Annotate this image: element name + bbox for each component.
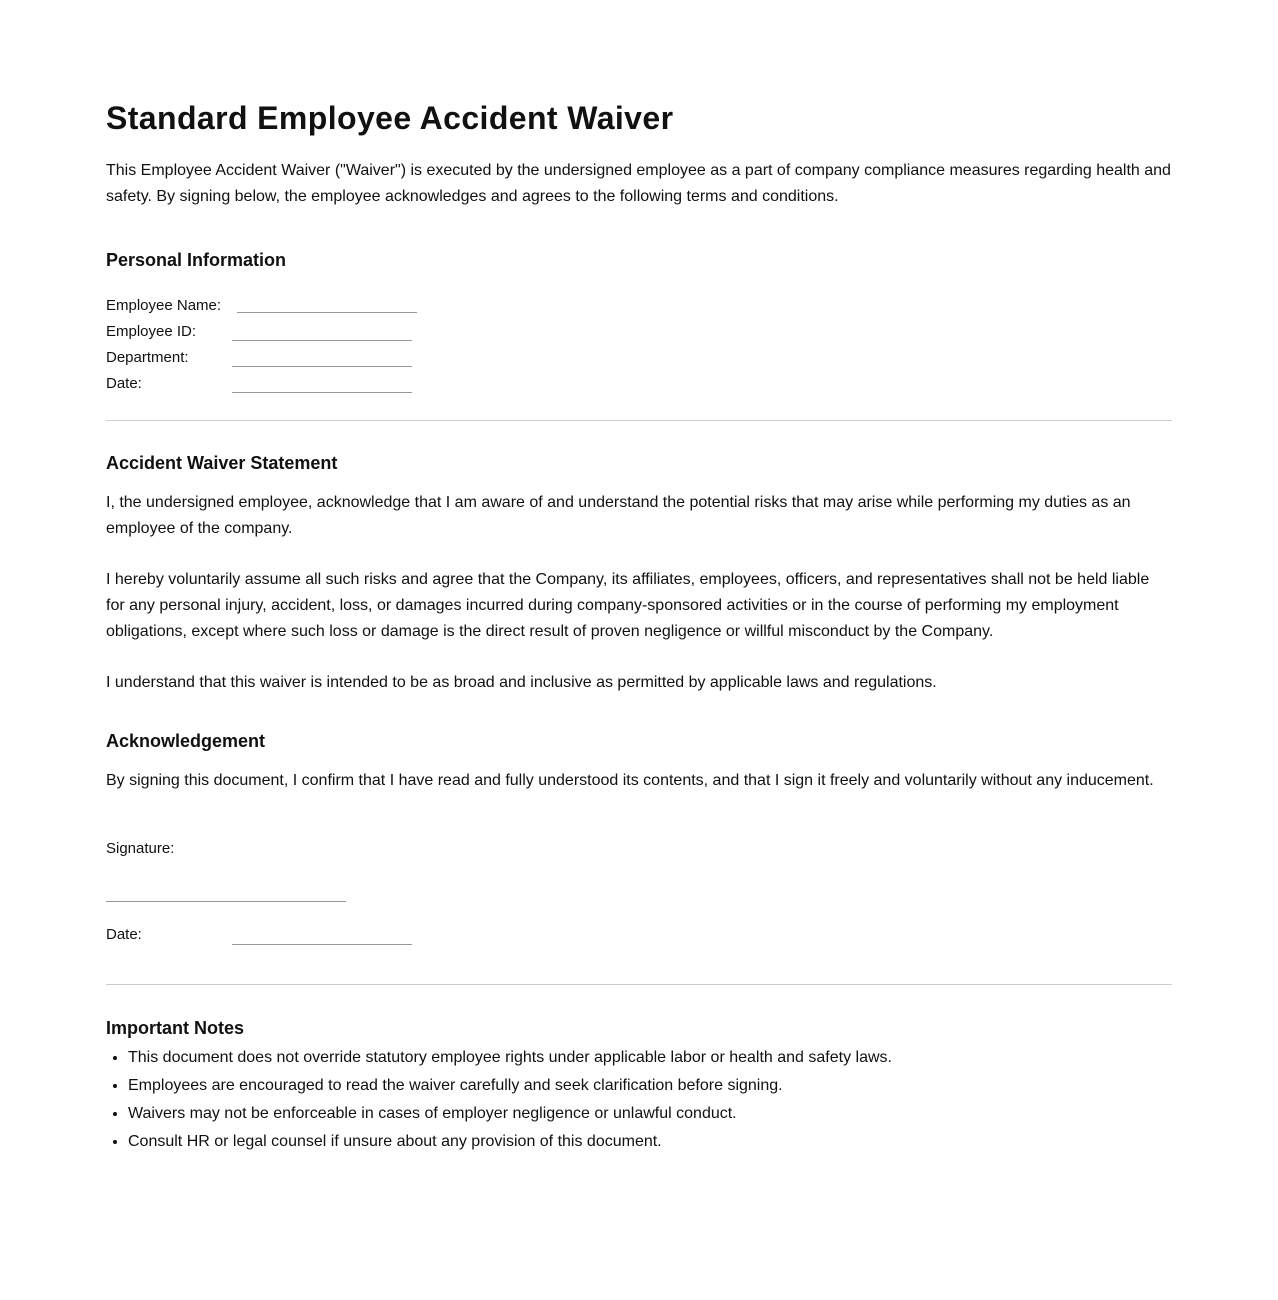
acknowledgement-paragraph: By signing this document, I confirm that I have read and fully understood its contents, and that I sign it freely and voluntarily without any inducement.	[106, 772, 1154, 789]
section-divider	[106, 984, 1172, 985]
personal-information-section	[106, 248, 1172, 394]
date-row	[106, 368, 1172, 394]
employee-id-label: Employee ID:	[106, 323, 197, 340]
important-notes-heading: Important Notes	[106, 1018, 245, 1038]
department-row	[106, 342, 1172, 368]
employee-id-row	[106, 316, 1172, 342]
signature-date-field[interactable]	[232, 926, 412, 945]
signature-date-row	[106, 919, 1172, 945]
waiver-statement-heading: Accident Waiver Statement	[106, 453, 338, 473]
date-label: Date:	[106, 375, 142, 392]
statement-paragraph-1: I, the undersigned employee, acknowledge that I am aware of and understand the potential risks that may arise while performing my duties as an employee of the company.	[106, 494, 1131, 537]
employee-name-field[interactable]	[237, 294, 417, 313]
employee-name-row	[106, 290, 1172, 316]
signature-label: Signature:	[106, 840, 175, 857]
department-field[interactable]	[232, 348, 412, 367]
signature-date-label: Date:	[106, 926, 142, 943]
acknowledgement-heading: Acknowledgement	[106, 731, 266, 751]
employee-name-label: Employee Name:	[106, 297, 222, 314]
note-item: • This document does not override statutory employee rights under applicable labor or health and safety laws.	[128, 1044, 1172, 1072]
waiver-statement-section	[106, 451, 1172, 696]
note-item: • Waivers may not be enforceable in cases of employer negligence or unlawful conduct.	[128, 1100, 1172, 1128]
personal-information-heading: Personal Information	[106, 250, 287, 270]
section-divider	[106, 420, 1172, 421]
signature-field[interactable]	[106, 901, 346, 902]
intro-paragraph: This Employee Accident Waiver ("Waiver") is executed by the undersigned employee as a part of company compliance measures regarding health and safety. By signing below, the employee acknowledges and agrees to the following terms and conditions.	[106, 162, 1171, 205]
notes-list	[106, 1044, 1172, 1156]
employee-id-field[interactable]	[232, 322, 412, 341]
department-label: Department:	[106, 349, 189, 366]
note-item: • Employees are encouraged to read the waiver carefully and seek clarification before signing.	[128, 1072, 1172, 1100]
document-title: Standard Employee Accident Waiver	[106, 100, 674, 136]
note-item: • Consult HR or legal counsel if unsure about any provision of this document.	[128, 1128, 1172, 1156]
statement-paragraph-3: I understand that this waiver is intended to be as broad and inclusive as permitted by applicable laws and regulations.	[106, 674, 937, 691]
acknowledgement-section	[106, 729, 1172, 945]
important-notes-section	[106, 1016, 1172, 1156]
date-field[interactable]	[232, 374, 412, 393]
statement-paragraph-2: I hereby voluntarily assume all such risks and agree that the Company, its affiliates, employees, officers, and representatives shall not be held liable for any personal injury, accident, loss, or damages incurred during company-sponsored activities or in the course of performing my employment obligations, except where such loss or damage is the direct result of proven negligence or willful misconduct by the Company.	[106, 571, 1150, 640]
